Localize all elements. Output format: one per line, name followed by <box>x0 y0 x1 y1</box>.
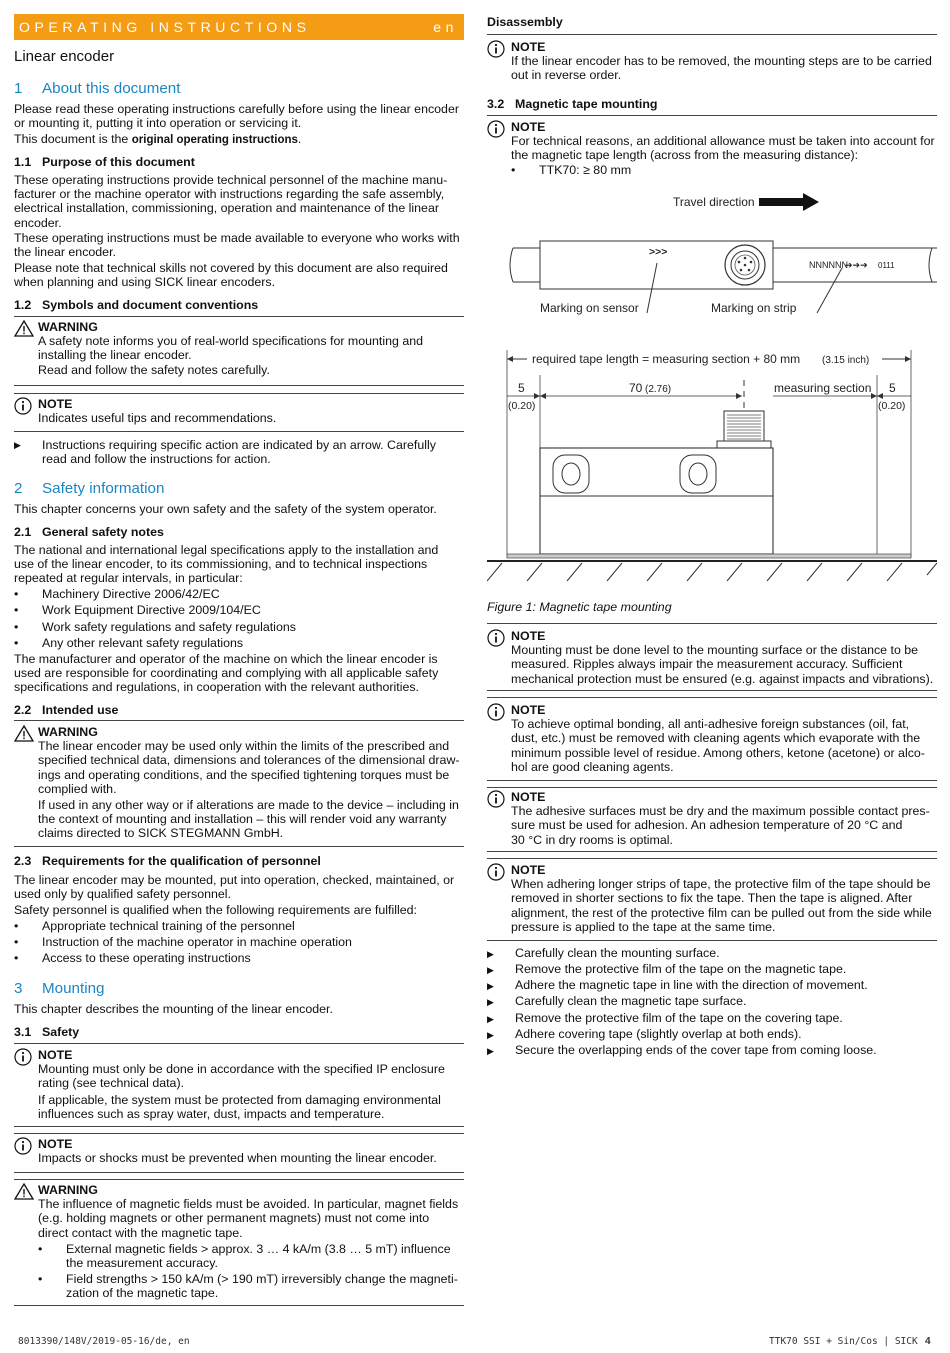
page-number: 4 <box>925 1336 931 1347</box>
info-icon <box>487 863 505 881</box>
list-item: • Appropriate technical training of the personnel <box>14 919 295 933</box>
s23-para-1: The linear encoder may be mounted, put into operation, checked, maintained, or used only by qualified safety personnel. <box>14 873 455 902</box>
dim-5-right-inch: (0.20) <box>878 400 906 412</box>
marking-on-sensor-label: Marking on sensor <box>540 301 639 315</box>
divider <box>487 787 937 788</box>
s1-para-2: This document is the original operating instructions. <box>14 132 302 146</box>
doc-title: Linear encoder <box>14 48 115 65</box>
s21-para-1: The national and international legal specifications apply to the installation and use of the linear encoder, to its commissioning, and to technical inspections repeated at regular intervals, in particular: <box>14 543 439 586</box>
info-icon <box>487 40 505 58</box>
section-2-heading: 2 Safety information <box>14 480 165 497</box>
travel-direction-label: Travel direction <box>673 195 755 209</box>
list-item: • Machinery Directive 2006/42/EC <box>14 587 220 601</box>
section-1-heading: 1 About this document <box>14 80 181 97</box>
divider <box>14 1043 464 1044</box>
divider <box>487 858 937 859</box>
section-2-2-heading: 2.2 Intended use <box>14 703 119 717</box>
strip-arrows: ➔➔➔ <box>845 260 868 270</box>
divider <box>487 115 937 116</box>
step-item: ▶ Adhere covering tape (slightly overlap at both ends). <box>487 1027 802 1041</box>
magnetic-tape-mounting-figure <box>487 185 937 605</box>
note-callout-a: NOTE Mounting must be done level to the mounting surface or the distance to be measured. Ripples always impair the measurement accuracy. Sufficient mechanical protection must be ensured (e.g. against impacts and vibrations). <box>487 629 937 686</box>
list-item: • Field strengths > 150 kA/m (> 190 mT) irreversibly change the magneti- zation of the magnetic tape. <box>38 1272 458 1301</box>
banner-lang: en <box>433 18 458 35</box>
note-callout-b: NOTE To achieve optimal bonding, all anti-adhesive foreign substances (oil, fat, dust, etc.) must be removed with cleaning agents which evaporate with the minimum possible level of residue. Among others, ketone (acetone) or alco- hol are good cleaning agents. <box>487 703 937 774</box>
list-item: • Work Equipment Directive 2009/104/EC <box>14 603 261 617</box>
divider <box>14 1305 464 1306</box>
step-item: ▶ Remove the protective film of the tape on the covering tape. <box>487 1011 843 1025</box>
note-callout-disassembly: NOTE If the linear encoder has to be removed, the mounting steps are to be carried out in reverse order. <box>487 40 937 83</box>
info-icon <box>487 790 505 808</box>
note-callout-tape: NOTE For technical reasons, an additional allowance must be taken into account for the magnetic tape length (across from the measuring distance): • TTK70: ≥ 80 mm <box>487 120 937 177</box>
warning-icon <box>14 725 34 742</box>
dim-5-left-inch: (0.20) <box>508 400 536 412</box>
s1-para-1: Please read these operating instructions carefully before using the linear encoder or mounting it, putting it into operation or servicing it. <box>14 102 459 131</box>
s2-para-1: This chapter concerns your own safety and the safety of the system operator. <box>14 502 437 516</box>
dim-70: 70 <box>629 381 643 395</box>
info-icon <box>487 703 505 721</box>
note-callout-c: NOTE The adhesive surfaces must be dry and the maximum possible contact pres- sure must be used for adhesion. An adhesion temperature of 20 °C and 30 °C in dry rooms is optimal. <box>487 790 937 847</box>
s23-para-2: Safety personnel is qualified when the following requirements are fulfilled: <box>14 903 417 917</box>
step-item: ▶ Carefully clean the magnetic tape surface. <box>487 994 747 1008</box>
note-callout-3: NOTE Impacts or shocks must be prevented when mounting the linear encoder. <box>14 1137 464 1165</box>
divider <box>14 1179 464 1180</box>
marking-on-strip-label: Marking on strip <box>711 301 797 315</box>
dim-5-left: 5 <box>518 381 525 395</box>
s3-para-1: This chapter describes the mounting of the linear encoder. <box>14 1002 333 1016</box>
note-callout-d: NOTE When adhering longer strips of tape, the protective film of the tape should be removed in shorter sections to fix the tape. Then the tape is aligned. After alignment, the rest of the protective film can be pulled out from the side while pressure is applied to the tape at the same time. <box>487 863 937 934</box>
divider <box>14 1133 464 1134</box>
info-icon <box>487 629 505 647</box>
warning-callout-2: WARNING The linear encoder may be used only within the limits of the prescribed and specified technical data, dimensions and tolerances of the dimensional draw- ings and operating conditions, and the specified tightening torques must be complied with. If used in any other way or if alterations are made to the device – including in the context of mounting and installation – this will render void any warranty claims directed to SICK STEGMANN GmbH. <box>14 725 464 841</box>
travel-arrow-icon <box>759 193 819 211</box>
required-length-label: required tape length = measuring section + 80 mm <box>532 352 801 366</box>
info-icon <box>14 397 32 415</box>
s11-para-3: Please note that technical skills not covered by this document are also required when planning and using SICK linear encoders. <box>14 261 448 290</box>
divider <box>14 431 464 432</box>
banner-title: OPERATING INSTRUCTIONS <box>19 18 311 35</box>
divider <box>14 393 464 394</box>
sensor-marking: >>> <box>649 246 668 258</box>
divider <box>14 385 464 386</box>
divider <box>14 316 464 317</box>
info-icon <box>487 120 505 138</box>
s11-para-1: These operating instructions provide technical personnel of the machine manu- facturer or the machine operator with instructions regarding the safe assembly, electrical installation, commissioning, operation and maintenance of the linear encoder. <box>14 173 448 230</box>
list-item: • Work safety regulations and safety regulations <box>14 620 296 634</box>
s11-para-2: These operating instructions must be made available to everyone who works with the linear encoder. <box>14 231 460 260</box>
divider <box>487 780 937 781</box>
warning-icon <box>14 1183 34 1200</box>
warning-callout-3: WARNING The influence of magnetic fields must be avoided. In particular, magnet fields (e.g. holding magnets or other permanent magnets) must not come into direct contact with the magnetic tape. • External magnetic fields > approx. 3 … 4 kA/m (3.8 … 5 mT) influence the measurement accuracy. • Field strengths > 150 kA/m (> 190 mT) irreversibly change the magneti- zation of the magnetic tape. <box>14 1183 464 1301</box>
divider <box>14 720 464 721</box>
divider <box>487 851 937 852</box>
list-item: • Access to these operating instructions <box>14 951 251 965</box>
list-item: • Instruction of the machine operator in machine operation <box>14 935 352 949</box>
section-2-1-heading: 2.1 General safety notes <box>14 525 164 539</box>
step-item: ▶ Adhere the magnetic tape in line with the direction of movement. <box>487 978 868 992</box>
step-item: ▶ Remove the protective film of the tape on the magnetic tape. <box>487 962 847 976</box>
dim-5-right: 5 <box>889 381 896 395</box>
section-3-2-heading: 3.2 Magnetic tape mounting <box>487 97 658 111</box>
list-item: • External magnetic fields > approx. 3 … 4 kA/m (3.8 … 5 mT) influence the measurement accuracy. <box>38 1241 451 1271</box>
header-banner <box>14 14 464 40</box>
strip-code: 0111 <box>878 261 895 270</box>
note-callout-2: NOTE Mounting must only be done in accordance with the specified IP enclosure rating (see technical data). If applicable, the system must be protected from damaging environmental influences such as spray water, dust, impacts and temperature. <box>14 1048 464 1121</box>
footer-doc-id: 8013390/148V/2019-05-16/de, en <box>18 1336 190 1347</box>
list-item: • Any other relevant safety regulations <box>14 636 244 650</box>
section-3-1-heading: 3.1 Safety <box>14 1025 80 1039</box>
section-1-1-heading: 1.1 Purpose of this document <box>14 155 195 169</box>
section-3-heading: 3 Mounting <box>14 980 105 997</box>
arrow-icon: ▶ <box>14 440 21 450</box>
action-instruction: ▶ Instructions requiring specific action are indicated by an arrow. Carefully read and follow the instructions for action. <box>14 438 436 467</box>
divider <box>14 1126 464 1127</box>
divider <box>487 623 937 624</box>
divider <box>487 697 937 698</box>
footer-product: TTK70 SSI + Sin/Cos | SICK <box>769 1336 918 1347</box>
note-callout-1: NOTE Indicates useful tips and recommendations. <box>14 397 464 425</box>
disassembly-heading: Disassembly <box>487 15 563 29</box>
divider <box>14 1172 464 1173</box>
divider <box>487 34 937 35</box>
warning-callout-1: WARNING A safety note informs you of real-world specifications for mounting and installing the linear encoder. Read and follow the safety notes carefully. <box>14 320 464 377</box>
warning-icon <box>14 320 34 337</box>
required-length-inch: (3.15 inch) <box>822 355 870 366</box>
dim-70-inch: (2.76) <box>645 384 672 395</box>
divider <box>14 846 464 847</box>
divider <box>487 690 937 691</box>
step-item: ▶ Secure the overlapping ends of the cover tape from coming loose. <box>487 1043 877 1057</box>
figure-caption: Figure 1: Magnetic tape mounting <box>487 600 672 614</box>
section-2-3-heading: 2.3 Requirements for the qualification of personnel <box>14 854 321 868</box>
step-item: ▶ Carefully clean the mounting surface. <box>487 946 720 960</box>
info-icon <box>14 1048 32 1066</box>
info-icon <box>14 1137 32 1155</box>
s21-para-2: The manufacturer and operator of the machine on which the linear encoder is used are responsible for coordinating and complying with all applicable safety specifications and regulations, in cooperation with the relevant authorities. <box>14 652 439 695</box>
section-1-2-heading: 1.2 Symbols and document conventions <box>14 298 259 312</box>
list-item: • TTK70: ≥ 80 mm <box>511 162 632 177</box>
strip-marking: NNNNNN <box>809 260 848 270</box>
measuring-section-label: measuring section <box>774 381 872 395</box>
divider <box>487 940 937 941</box>
